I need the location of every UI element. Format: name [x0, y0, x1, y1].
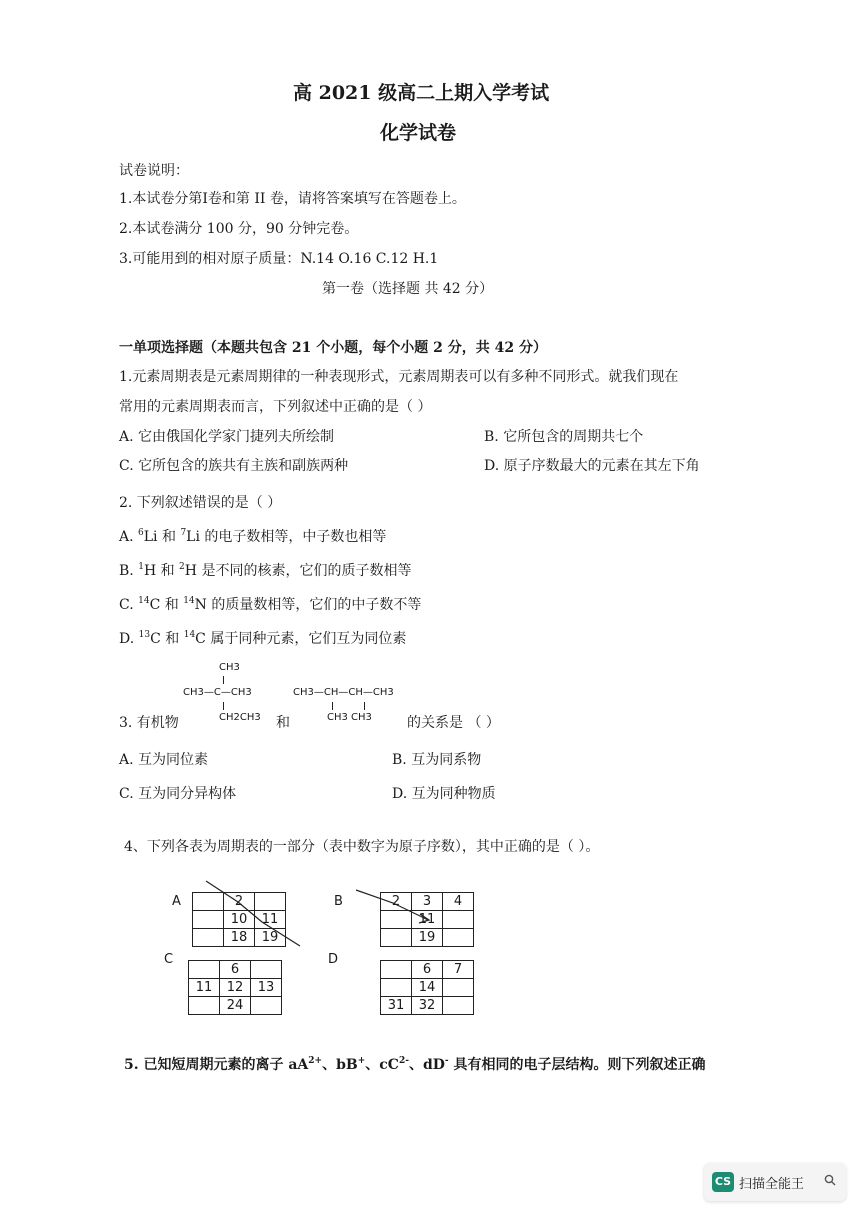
table-cell: 14 — [412, 979, 443, 997]
q5-text: 、cC — [365, 1057, 399, 1073]
q1-option-a: A. 它由俄国化学家门捷列夫所绘制 — [119, 429, 335, 445]
q5-text: 5. 已知短周期元素的离子 aA — [124, 1057, 309, 1073]
mass-number: 1 — [138, 562, 144, 572]
instructions-heading: 试卷说明： — [119, 163, 189, 179]
option-text: Li 和 — [143, 529, 181, 545]
instruction-1: 1.本试卷分第Ⅰ卷和第 II 卷，请将答案填写在答题卷上。 — [119, 191, 466, 207]
q2-stem: 2. 下列叙述错误的是（ ） — [119, 495, 282, 511]
option-prefix: C. — [119, 597, 139, 613]
part1-heading: 第一卷（选择题 共 42 分） — [322, 281, 494, 297]
exam-subtitle: 化学试卷 — [380, 122, 457, 144]
exam-title: 高 2021 级高二上期入学考试 — [293, 82, 550, 104]
q3-stem-end: 的关系是 （ ） — [407, 715, 500, 731]
table-cell: 19 — [255, 929, 286, 947]
table-cell: 19 — [412, 929, 443, 947]
table-cell: 11 — [255, 911, 286, 929]
q3-stem-start: 3. 有机物 — [119, 715, 179, 731]
table-d-label: D — [328, 952, 339, 967]
molecule-2-main: CH3—CH—CH—CH3 — [293, 687, 394, 698]
table-c-label: C — [164, 952, 174, 967]
table-a-label: A — [172, 894, 181, 909]
q1-option-c: C. 它所包含的族共有主族和副族两种 — [119, 458, 349, 474]
table-cell: 31 — [381, 997, 412, 1015]
table-cell: 7 — [443, 961, 474, 979]
molecule-1-main: CH3—C—CH3 — [183, 687, 252, 698]
q1-option-b: B. 它所包含的周期共七个 — [484, 429, 644, 445]
charge: - — [444, 1056, 449, 1066]
charge: + — [357, 1056, 366, 1066]
q5-text: 、dD — [408, 1057, 445, 1073]
option-text: C 和 — [150, 631, 184, 647]
option-text: Li 的电子数相等，中子数也相等 — [186, 529, 387, 545]
scanner-watermark — [704, 1163, 846, 1201]
molecule-1-bottom: CH2CH3 — [219, 712, 261, 723]
q3-stem-and: 和 — [276, 715, 290, 731]
search-icon — [824, 1174, 836, 1190]
mass-number: 7 — [180, 528, 187, 538]
table-cell: 10 — [224, 911, 255, 929]
table-cell: 18 — [224, 929, 255, 947]
table-cell: 2 — [224, 893, 255, 911]
table-cell: 32 — [412, 997, 443, 1015]
option-text: N 的质量数相等，它们的中子数不等 — [194, 597, 422, 613]
mass-number: 6 — [138, 528, 144, 538]
q1-option-d: D. 原子序数最大的元素在其左下角 — [484, 458, 700, 474]
table-b-label: B — [334, 894, 343, 909]
q5-stem — [124, 1054, 706, 1074]
table-cell: 11 — [189, 979, 220, 997]
option-prefix: A. — [119, 529, 139, 545]
molecule-2-bottom: CH3 CH3 — [327, 712, 372, 723]
pen-stroke-a — [206, 881, 300, 946]
table-cell: 4 — [443, 893, 474, 911]
q3-option-c: C. 互为同分异构体 — [119, 786, 237, 802]
q3-option-b: B. 互为同系物 — [392, 752, 482, 768]
mass-number: 14 — [138, 596, 150, 606]
q1-stem-line1: 1.元素周期表是元素周期律的一种表现形式，元素周期表可以有多种不同形式。就我们现在 — [119, 369, 679, 385]
section-heading: 一单项选择题（本题共包含 21 个小题，每个小题 2 分，共 42 分） — [119, 340, 547, 356]
charge: 2+ — [308, 1056, 323, 1066]
option-prefix: D. — [119, 631, 139, 647]
pen-stroke-b — [356, 890, 428, 920]
table-cell: 2 — [381, 893, 412, 911]
mass-number: 2 — [179, 562, 185, 572]
q3-option-d: D. 互为同种物质 — [392, 786, 496, 802]
table-cell: 11 — [412, 911, 443, 929]
mass-number: 13 — [138, 630, 151, 640]
q5-text: 、bB — [322, 1057, 358, 1073]
molecule-1-top: CH3 — [219, 662, 240, 673]
q4-stem: 4、下列各表为周期表的一部分（表中数字为原子序数），其中正确的是（ ）。 — [124, 839, 600, 855]
table-cell: 3 — [412, 893, 443, 911]
camscanner-logo: CS — [712, 1172, 734, 1192]
instruction-2: 2.本试卷满分 100 分，90 分钟完卷。 — [119, 221, 359, 237]
option-text: C 属于同种元素，它们互为同位素 — [195, 631, 407, 647]
charge: 2- — [398, 1056, 409, 1066]
option-text: C 和 — [149, 597, 184, 613]
table-cell: 6 — [412, 961, 443, 979]
table-cell: 12 — [220, 979, 251, 997]
table-cell: 24 — [220, 997, 251, 1015]
q1-stem-line2: 常用的元素周期表而言，下列叙述中正确的是（ ） — [119, 399, 432, 415]
option-text: H 和 — [143, 563, 180, 579]
q5-text: 具有相同的电子层结构。则下列叙述正确 — [448, 1057, 706, 1073]
option-prefix: B. — [119, 563, 139, 579]
option-text: H 是不同的核素，它们的质子数相等 — [184, 563, 412, 579]
table-cell: 6 — [220, 961, 251, 979]
watermark-text: 扫描全能王 — [739, 1177, 805, 1192]
q3-option-a: A. 互为同位素 — [119, 752, 209, 768]
mass-number: 14 — [183, 596, 195, 606]
instruction-3: 3.可能用到的相对原子质量：N.14 O.16 C.12 H.1 — [119, 251, 439, 267]
mass-number: 14 — [183, 630, 196, 640]
table-cell: 13 — [251, 979, 282, 997]
